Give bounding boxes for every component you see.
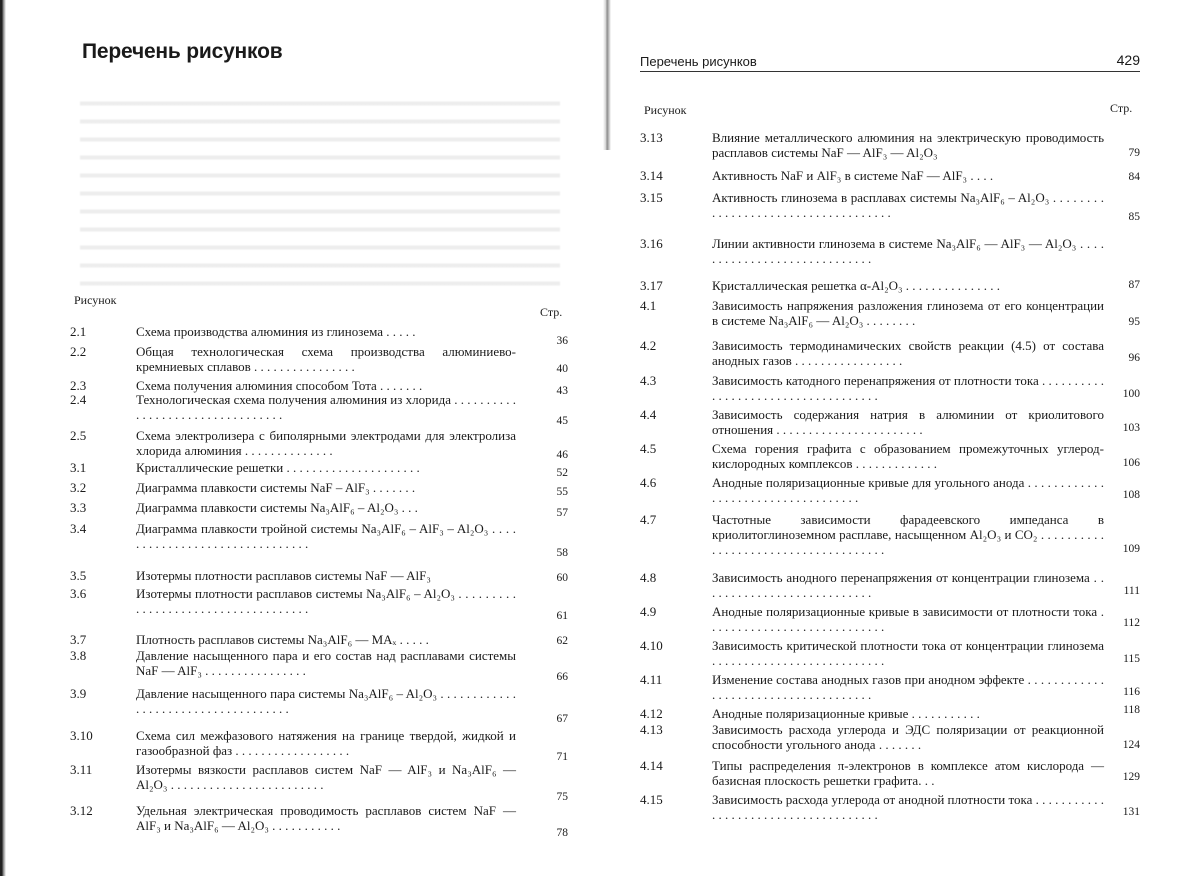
- figure-number: 3.2: [70, 480, 87, 495]
- figure-number: 4.3: [640, 373, 657, 388]
- figure-number: 2.3: [70, 378, 87, 393]
- page-reference: 71: [556, 751, 568, 763]
- figure-caption: Кристаллическая решетка α-Al₂O₃ . . . . . . . . . . . . . . .: [712, 278, 1001, 293]
- figure-caption: Активность NaF и AlF₃ в системе NaF — AlF₃ . . . .: [712, 168, 994, 183]
- page-reference: 78: [556, 827, 568, 839]
- figure-caption: Зависимость критической плотности тока от концентрации глинозема . . . . . . . . . . . . . . . . . . . . . . . . . . .: [712, 638, 1104, 668]
- page-reference: 60: [556, 572, 568, 584]
- figure-caption: Анодные поляризационные кривые в зависимости от плотности тока . . . . . . . . . . . . . . . . . . . . . . . . . . . .: [712, 604, 1104, 634]
- page-reference: 106: [1122, 457, 1140, 469]
- figure-number: 3.17: [640, 278, 663, 293]
- page-reference: 96: [1128, 352, 1140, 364]
- page-gutter: [603, 0, 611, 150]
- figure-number: 4.10: [640, 638, 663, 653]
- page-reference: 111: [1123, 585, 1140, 597]
- page-reference: 58: [556, 547, 568, 559]
- figure-number: 3.12: [70, 803, 93, 818]
- column-header-figure: Рисунок: [644, 103, 687, 117]
- figure-number: 3.4: [70, 521, 87, 536]
- figure-number: 3.13: [640, 130, 663, 145]
- figure-number: 2.1: [70, 324, 87, 339]
- page-reference: 118: [1123, 704, 1140, 716]
- figure-caption: Зависимость термодинамических свойств реакции (4.5) от состава анодных газов . . . . . . . . . . . . . . . . .: [712, 338, 1104, 368]
- figure-caption: Зависимость катодного перенапряжения от плотности тока . . . . . . . . . . . . . . . . . . . . . . . . . . . . . . . . . . . .: [712, 373, 1104, 403]
- figure-caption: Изотермы плотности расплавов системы Na₃AlF₆ – Al₂O₃ . . . . . . . . . . . . . . . . . . . . . . . . . . . . . . . . . . . .: [136, 586, 516, 616]
- page-reference: 109: [1122, 543, 1140, 555]
- column-header-figure: Рисунок: [74, 293, 117, 307]
- figure-caption: Анодные поляризационные кривые . . . . . . . . . . .: [712, 706, 980, 721]
- page-reference: 45: [556, 415, 568, 427]
- page-reference: 61: [556, 610, 568, 622]
- page-reference: 87: [1128, 279, 1140, 291]
- figure-caption: Зависимость содержания натрия в алюминии от криолитового отношения . . . . . . . . . . . . . . . . . . . . . . .: [712, 407, 1104, 437]
- page-reference: 36: [556, 335, 568, 347]
- header-rule: [640, 71, 1140, 72]
- figure-number: 3.14: [640, 168, 663, 183]
- figure-number: 2.5: [70, 428, 87, 443]
- page-reference: 115: [1123, 653, 1140, 665]
- figure-number: 4.6: [640, 475, 657, 490]
- page-reference: 131: [1122, 806, 1140, 818]
- column-header-page: Стр.: [540, 305, 563, 319]
- page-reference: 46: [556, 449, 568, 461]
- figure-number: 3.10: [70, 728, 93, 743]
- page-reference: 57: [556, 507, 568, 519]
- figure-number: 4.4: [640, 407, 657, 422]
- figure-caption: Плотность расплавов системы Na₃AlF₆ — MAₓ . . . . .: [136, 632, 429, 647]
- figure-caption: Влияние металлического алюминия на электрическую проводимость расплавов системы NaF — AlF₃ — Al₂O₃: [712, 130, 1104, 160]
- page-reference: 55: [556, 486, 568, 498]
- page-reference: 103: [1122, 422, 1140, 434]
- column-header-page: Стр.: [1110, 101, 1133, 115]
- book-spine-edge: [0, 0, 6, 876]
- show-through-text: [80, 92, 560, 292]
- figure-number: 4.7: [640, 512, 657, 527]
- page-reference: 52: [556, 467, 568, 479]
- figure-caption: Общая технологическая схема производства алюминиево-кремниевых сплавов . . . . . . . . . . . . . . . .: [136, 344, 516, 374]
- figure-number: 3.6: [70, 586, 87, 601]
- figure-caption: Зависимость напряжения разложения глинозема от его концентрации в системе Na₃AlF₆ — Al₂O₃ . . . . . . . .: [712, 298, 1104, 328]
- figure-number: 4.15: [640, 792, 663, 807]
- figure-number: 4.8: [640, 570, 657, 585]
- page-reference: 85: [1128, 211, 1140, 223]
- figure-caption: Зависимость расхода углерода и ЭДС поляризации от реакционной способности угольного анода . . . . . . .: [712, 722, 1104, 752]
- figure-number: 4.12: [640, 706, 663, 721]
- figure-caption: Типы распределения π-электронов в комплексе атом кислорода — базисная плоскость решетки графита. . .: [712, 758, 1104, 788]
- figure-caption: Схема горения графита с образованием промежуточных углерод-кислородных комплексов . . . . . . . . . . . . .: [712, 441, 1104, 471]
- page-reference: 62: [556, 635, 568, 647]
- figure-caption: Изменение состава анодных газов при анодном эффекте . . . . . . . . . . . . . . . . . . . . . . . . . . . . . . . . . . . . .: [712, 672, 1104, 702]
- figure-caption: Частотные зависимости фарадеевского импеданса в криолитоглиноземном расплаве, насыщенном Al₂O₃ и CO₂ . . . . . . . . . . . . . . . . . . . . . . . . . . . . . . . . . . . . .: [712, 512, 1104, 557]
- figure-caption: Диаграмма плавкости системы Na₃AlF₆ – Al₂O₃ . . .: [136, 500, 418, 515]
- figure-number: 3.16: [640, 236, 663, 251]
- figure-number: 3.1: [70, 460, 87, 475]
- figure-caption: Зависимость анодного перенапряжения от концентрации глинозема . . . . . . . . . . . . . . . . . . . . . . . . . . .: [712, 570, 1104, 600]
- figure-caption: Активность глинозема в расплавах системы Na₃AlF₆ – Al₂O₃ . . . . . . . . . . . . . . . . . . . . . . . . . . . . . . . . . . . .: [712, 190, 1104, 220]
- figure-caption: Давление насыщенного пара системы Na₃AlF₆ – Al₂O₃ . . . . . . . . . . . . . . . . . . . . . . . . . . . . . . . . . . . .: [136, 686, 516, 716]
- page-reference: 116: [1123, 686, 1140, 698]
- figure-caption: Схема сил межфазового натяжения на границе твердой, жидкой и газообразной фаз . . . . . . . . . . . . . . . . . .: [136, 728, 516, 758]
- page-number: 429: [1116, 52, 1140, 68]
- page-reference: 95: [1128, 316, 1140, 328]
- page-reference: 75: [556, 791, 568, 803]
- page-reference: 129: [1122, 771, 1140, 783]
- page-reference: 79: [1128, 147, 1140, 159]
- figure-caption: Диаграмма плавкости системы NaF – AlF₃ . . . . . . .: [136, 480, 416, 495]
- figure-number: 4.14: [640, 758, 663, 773]
- figure-caption: Диаграмма плавкости тройной системы Na₃AlF₆ – AlF₃ – Al₂O₃ . . . . . . . . . . . . . . . . . . . . . . . . . . . . . . .: [136, 521, 516, 551]
- page-reference: 108: [1122, 489, 1140, 501]
- figure-caption: Технологическая схема получения алюминия из хлорида . . . . . . . . . . . . . . . . . . . . . . . . . . . . . . . . .: [136, 392, 516, 422]
- figure-caption: Схема производства алюминия из глинозема . . . . .: [136, 324, 416, 339]
- figure-number: 4.2: [640, 338, 657, 353]
- figure-number: 2.2: [70, 344, 87, 359]
- figure-number: 3.15: [640, 190, 663, 205]
- figure-number: 4.9: [640, 604, 657, 619]
- page-reference: 124: [1122, 739, 1140, 751]
- figure-number: 3.5: [70, 568, 87, 583]
- page-reference: 84: [1128, 171, 1140, 183]
- figure-caption: Схема электролизера с биполярными электродами для электролиза хлорида алюминия . . . . . . . . . . . . . .: [136, 428, 516, 458]
- figure-caption: Анодные поляризационные кривые для угольного анода . . . . . . . . . . . . . . . . . . . . . . . . . . . . . . . . . . .: [712, 475, 1104, 505]
- figure-number: 3.3: [70, 500, 87, 515]
- figure-caption: Давление насыщенного пара и его состав над расплавами системы NaF — AlF₃ . . . . . . . . . . . . . . . .: [136, 648, 516, 678]
- page-reference: 40: [556, 363, 568, 375]
- figure-number: 3.7: [70, 632, 87, 647]
- page-reference: 100: [1122, 388, 1140, 400]
- figure-caption: Изотермы вязкости расплавов систем NaF — AlF₃ и Na₃AlF₆ — Al₂O₃ . . . . . . . . . . . . . . . . . . . . . . . .: [136, 762, 516, 792]
- figure-number: 4.11: [640, 672, 663, 687]
- page-reference: 112: [1123, 617, 1140, 629]
- figure-caption: Удельная электрическая проводимость расплавов систем NaF — AlF₃ и Na₃AlF₆ — Al₂O₃ . . . . . . . . . . .: [136, 803, 516, 833]
- figure-caption: Зависимость расхода углерода от анодной плотности тока . . . . . . . . . . . . . . . . . . . . . . . . . . . . . . . . . . . . .: [712, 792, 1104, 822]
- figure-number: 4.13: [640, 722, 663, 737]
- page-title: Перечень рисунков: [82, 40, 283, 63]
- page-reference: 67: [556, 713, 568, 725]
- page-reference: 66: [556, 671, 568, 683]
- page-reference: 43: [556, 385, 568, 397]
- figure-caption: Схема получения алюминия способом Тота . . . . . . .: [136, 378, 423, 393]
- figure-number: 4.5: [640, 441, 657, 456]
- figure-number: 3.8: [70, 648, 87, 663]
- figure-number: 2.4: [70, 392, 87, 407]
- figure-caption: Линии активности глинозема в системе Na₃AlF₆ — AlF₃ — Al₂O₃ . . . . . . . . . . . . . . . . . . . . . . . . . . . . .: [712, 236, 1104, 266]
- figure-number: 4.1: [640, 298, 657, 313]
- figure-caption: Изотермы плотности расплавов системы NaF — AlF₃: [136, 568, 431, 583]
- figure-number: 3.9: [70, 686, 87, 701]
- figure-caption: Кристаллические решетки . . . . . . . . . . . . . . . . . . . . .: [136, 460, 420, 475]
- figure-number: 3.11: [70, 762, 93, 777]
- running-title: Перечень рисунков: [640, 54, 757, 69]
